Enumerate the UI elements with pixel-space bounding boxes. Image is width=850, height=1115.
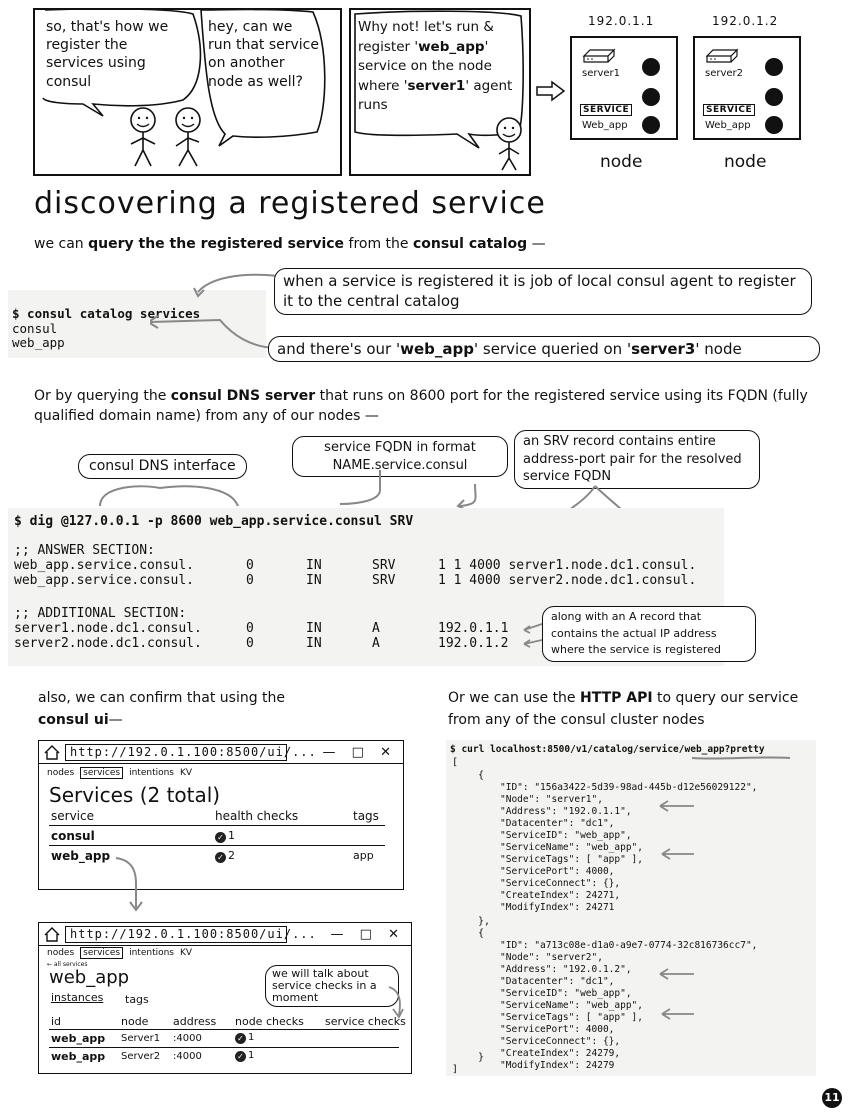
json-line: "ServiceConnect": {},	[500, 878, 621, 889]
section-intro-e: —	[527, 236, 546, 252]
node-1	[570, 36, 678, 140]
window-controls[interactable]: — □ ✕	[322, 744, 397, 760]
dns-answer-r1-c1: web_app.service.consul.	[14, 558, 195, 573]
json-line: "ID": "156a3422-5d39-98ad-445b-d12e56029122",	[500, 782, 758, 793]
catalog-note-central: when a service is registered it is job of local consul agent to register it to the central catalog	[274, 268, 812, 315]
dns-answer-r2-c2: 0	[246, 573, 254, 588]
http-intro-c: to query our service from any of the consul cluster nodes	[448, 690, 799, 728]
node-1-dot-1	[642, 58, 660, 76]
section-intro-a: we can	[34, 236, 89, 252]
tab-tags[interactable]: tags	[125, 993, 149, 1006]
service-row-web-app-tags: app	[353, 849, 374, 862]
json-line: "Datacenter": "dc1",	[500, 818, 615, 829]
http-intro-a: Or we can use the	[448, 690, 580, 706]
dns-answer-r2-c3: IN	[306, 573, 322, 588]
dns-intro-c: that runs on 8600 port for the registered service using its FQDN (fully qualified domain name) from any of our nodes —	[34, 388, 808, 425]
json-line: "ServiceID": "web_app",	[500, 830, 632, 841]
detail-col-service-checks: service checks	[325, 1015, 406, 1028]
dns-additional-r1-c1: server1.node.dc1.consul.	[14, 621, 202, 636]
check-icon: ✓	[235, 1033, 246, 1044]
dns-additional-r1-c2: 0	[246, 621, 254, 636]
service-row-web-app[interactable]: web_app	[51, 849, 111, 863]
json-line: "CreateIndex": 24271,	[500, 890, 621, 901]
json-line: "ServiceTags": [ "app" ],	[500, 1012, 643, 1023]
catalog-note2-e: ' node	[695, 340, 742, 358]
catalog-note-queried	[268, 336, 820, 362]
panel2-text-suffix: ' agent runs	[358, 77, 513, 114]
json-line: "ServicePort": 4000,	[500, 866, 615, 877]
curl-underline	[690, 754, 794, 762]
instance-row-1-id[interactable]: web_app	[51, 1032, 106, 1045]
instance-row-1-checks	[235, 1032, 254, 1044]
dns-answer-r1-c4: SRV	[372, 558, 396, 573]
section-intro-d: consul catalog	[412, 236, 528, 252]
catalog-note2-a: and there's our '	[277, 340, 401, 358]
page-number: 11	[822, 1088, 842, 1108]
services-title: Services (2 total)	[49, 783, 221, 807]
dns-additional-header: ;; ADDITIONAL SECTION:	[14, 606, 187, 621]
node-2-ip: 192.0.1.2	[712, 14, 779, 28]
dns-additional-r1-c5: 192.0.1.1	[438, 621, 509, 636]
json-open-brace-2: {	[478, 928, 485, 939]
dns-additional-r2-c4: A	[372, 636, 380, 651]
window-controls[interactable]: — □ ✕	[330, 926, 405, 942]
detail-col-address: address	[173, 1015, 217, 1028]
nav-bar	[47, 948, 198, 958]
dns-label-srv: an SRV record contains entire address-port pair for the resolved service FQDN	[514, 430, 760, 489]
services-col-health: health checks	[215, 809, 299, 823]
instance-2-checks-count: 1	[248, 1050, 255, 1061]
dns-answer-r2-c4: SRV	[372, 573, 396, 588]
check-icon: ✓	[215, 832, 226, 843]
json-close-brace-1: },	[478, 916, 491, 927]
dns-answer-r1-c5: 1 1 4000 server1.node.dc1.consul.	[438, 558, 697, 573]
divider	[49, 1029, 399, 1030]
node-2-dot-3	[765, 116, 783, 134]
catalog-note2-b: web_app	[400, 340, 474, 358]
json-line: "ServiceConnect": {},	[500, 1036, 621, 1047]
dns-label-fqdn: service FQDN in format NAME.service.consul	[292, 436, 508, 477]
json-line: "Node": "server1",	[500, 794, 603, 805]
json-line: "Node": "server2",	[500, 952, 603, 963]
node-1-service-badge: SERVICE	[580, 104, 632, 116]
server-icon	[705, 48, 739, 64]
nav-kv[interactable]: KV	[180, 768, 193, 778]
json-line: "CreateIndex": 24279,	[500, 1048, 621, 1059]
instance-row-2-address: :4000	[173, 1051, 202, 1062]
http-intro-b: HTTP API	[580, 690, 653, 706]
nav-kv[interactable]: KV	[180, 948, 193, 958]
ui-link-arrow	[110, 854, 160, 914]
dns-additional-r1-c3: IN	[306, 621, 322, 636]
server-icon	[582, 48, 616, 64]
catalog-output-1: consul	[12, 320, 58, 336]
json-highlight-arrows	[640, 780, 700, 1070]
home-icon[interactable]	[43, 926, 61, 942]
consul-ui-web-app-window	[38, 922, 412, 1074]
json-line: "Datacenter": "dc1",	[500, 976, 615, 987]
json-line: "Address": "192.0.1.2",	[500, 964, 632, 975]
panel1-right-bubble-text: hey, can we run that service on another node as well?	[208, 19, 319, 90]
json-open-bracket: [	[452, 757, 459, 768]
node-1-service-label: Web_app	[582, 120, 628, 131]
panel2-agent: server1	[407, 77, 466, 94]
dns-intro	[34, 386, 814, 427]
section-intro	[34, 236, 546, 252]
node-2-label: node	[724, 152, 767, 172]
detail-title: web_app	[49, 967, 130, 988]
catalog-output-2: web_app	[12, 335, 65, 351]
node-1-label: node	[600, 152, 643, 172]
ui-intro-b: consul ui	[38, 711, 109, 728]
dns-additional-r1-c4: A	[372, 621, 380, 636]
nav-services[interactable]: services	[80, 767, 123, 779]
back-link[interactable]: ← all services	[47, 961, 88, 968]
panel1-left-bubble-text: so, that's how we register the services using consul	[46, 19, 169, 90]
a-record-arrows	[520, 620, 544, 650]
consul-checks-count: 1	[228, 829, 235, 842]
node-2-dot-2	[765, 88, 783, 106]
dns-command: $ dig @127.0.0.1 -p 8600 web_app.service.consul SRV	[14, 514, 414, 529]
node-1-dot-3	[642, 116, 660, 134]
json-line: "ServicePort": 4000,	[500, 1024, 615, 1035]
nav-bar	[47, 768, 198, 778]
url-bar[interactable]: http://192.0.1.100:8500/ui/...	[65, 744, 287, 761]
divider	[49, 845, 385, 846]
dns-additional-r2-c2: 0	[246, 636, 254, 651]
dns-additional-r2-c3: IN	[306, 636, 322, 651]
instance-row-1-node: Server1	[121, 1033, 161, 1044]
home-icon[interactable]	[43, 744, 61, 760]
nav-nodes[interactable]: nodes	[47, 948, 75, 958]
node-1-ip: 192.0.1.1	[588, 14, 655, 28]
instance-row-1-address: :4000	[173, 1033, 202, 1044]
dns-answer-r1-c3: IN	[306, 558, 322, 573]
nav-services[interactable]: services	[80, 947, 123, 959]
window-titlebar	[39, 741, 403, 764]
json-line: "ModifyIndex": 24279	[500, 1060, 615, 1071]
json-line: "ServiceTags": [ "app" ],	[500, 854, 643, 865]
dns-answer-header: ;; ANSWER SECTION:	[14, 543, 155, 558]
web-app-checks-count: 2	[228, 849, 235, 862]
section-intro-b: query the the registered service	[88, 236, 345, 252]
http-intro	[448, 688, 828, 731]
node-1-dot-2	[642, 88, 660, 106]
dns-answer-r1-c2: 0	[246, 558, 254, 573]
detail-col-node-checks: node checks	[235, 1015, 304, 1028]
json-close-bracket: ]	[452, 1064, 459, 1075]
dns-additional-r2-c1: server2.node.dc1.consul.	[14, 636, 202, 651]
catalog-command: $ consul catalog services	[12, 305, 201, 321]
divider	[49, 1047, 399, 1048]
curl-command: $ curl localhost:8500/v1/catalog/service/web_app?pretty	[450, 744, 765, 755]
ui-intro-c: —	[108, 711, 123, 728]
service-row-consul[interactable]: consul	[51, 829, 95, 843]
section-title: discovering a registered service	[34, 186, 546, 221]
consul-ui-services-window	[38, 740, 404, 890]
instance-row-2-node: Server2	[121, 1051, 161, 1062]
json-line: "ServiceName": "web_app",	[500, 1000, 643, 1011]
detail-col-node: node	[121, 1015, 149, 1028]
ui-intro	[38, 688, 288, 731]
json-line: "Address": "192.0.1.1",	[500, 806, 632, 817]
url-bar[interactable]: http://192.0.1.100:8500/ui/...	[65, 926, 287, 943]
json-line: "ID": "a713c08e-d1a0-a9e7-0774-32c816736cc7",	[500, 940, 758, 951]
node-2-service-label: Web_app	[705, 120, 751, 131]
nav-intentions[interactable]: intentions	[129, 768, 174, 778]
json-line: "ServiceName": "web_app",	[500, 842, 643, 853]
node-1-server-label: server1	[582, 68, 621, 79]
dns-intro-b: consul DNS server	[170, 388, 316, 404]
nav-nodes[interactable]: nodes	[47, 768, 75, 778]
json-line: "ServiceID": "web_app",	[500, 988, 632, 999]
node-2-server-label: server2	[705, 68, 744, 79]
divider	[49, 825, 385, 826]
service-row-consul-checks	[215, 829, 235, 843]
dns-additional-r2-c5: 192.0.1.2	[438, 636, 509, 651]
json-line: "ModifyIndex": 24271	[500, 902, 615, 913]
service-row-web-app-checks	[215, 849, 235, 863]
dns-label-a-record: along with an A record that contains the actual IP address where the service is registered	[542, 606, 756, 662]
node-2	[693, 36, 801, 140]
services-col-tags: tags	[353, 809, 379, 823]
node-2-dot-1	[765, 58, 783, 76]
catalog-note2-d: server3	[631, 340, 696, 358]
hollow-arrow-icon	[536, 80, 566, 102]
panel2-service: web_app	[418, 38, 485, 55]
panel2-bubble-text	[358, 18, 518, 116]
window-titlebar	[39, 923, 411, 946]
dns-answer-r2-c1: web_app.service.consul.	[14, 573, 195, 588]
dns-intro-a: Or by querying the	[34, 388, 171, 404]
panel2-text-middle: ' service on the node where '	[358, 38, 492, 94]
section-intro-c: from the	[344, 236, 413, 252]
instance-row-2-checks	[235, 1050, 254, 1062]
ui-intro-a: also, we can confirm that using the	[38, 690, 286, 706]
services-col-service: service	[51, 809, 94, 823]
detail-col-id: id	[51, 1015, 62, 1028]
tab-instances[interactable]: instances	[51, 991, 104, 1004]
node-2-service-badge: SERVICE	[703, 104, 755, 116]
dns-label-interface: consul DNS interface	[78, 454, 247, 479]
instance-1-checks-count: 1	[248, 1032, 255, 1043]
dns-answer-r2-c5: 1 1 4000 server2.node.dc1.consul.	[438, 573, 697, 588]
nav-intentions[interactable]: intentions	[129, 948, 174, 958]
catalog-note2-c: ' service queried on '	[474, 340, 632, 358]
json-close-brace-2: }	[478, 1052, 485, 1063]
json-open-brace-1: {	[478, 770, 485, 781]
instance-row-2-id[interactable]: web_app	[51, 1050, 106, 1063]
check-icon: ✓	[215, 852, 226, 863]
check-icon: ✓	[235, 1051, 246, 1062]
panel2-text-prefix: Why not! let's run & register '	[358, 19, 494, 55]
service-checks-note: we will talk about service checks in a moment	[265, 965, 399, 1007]
